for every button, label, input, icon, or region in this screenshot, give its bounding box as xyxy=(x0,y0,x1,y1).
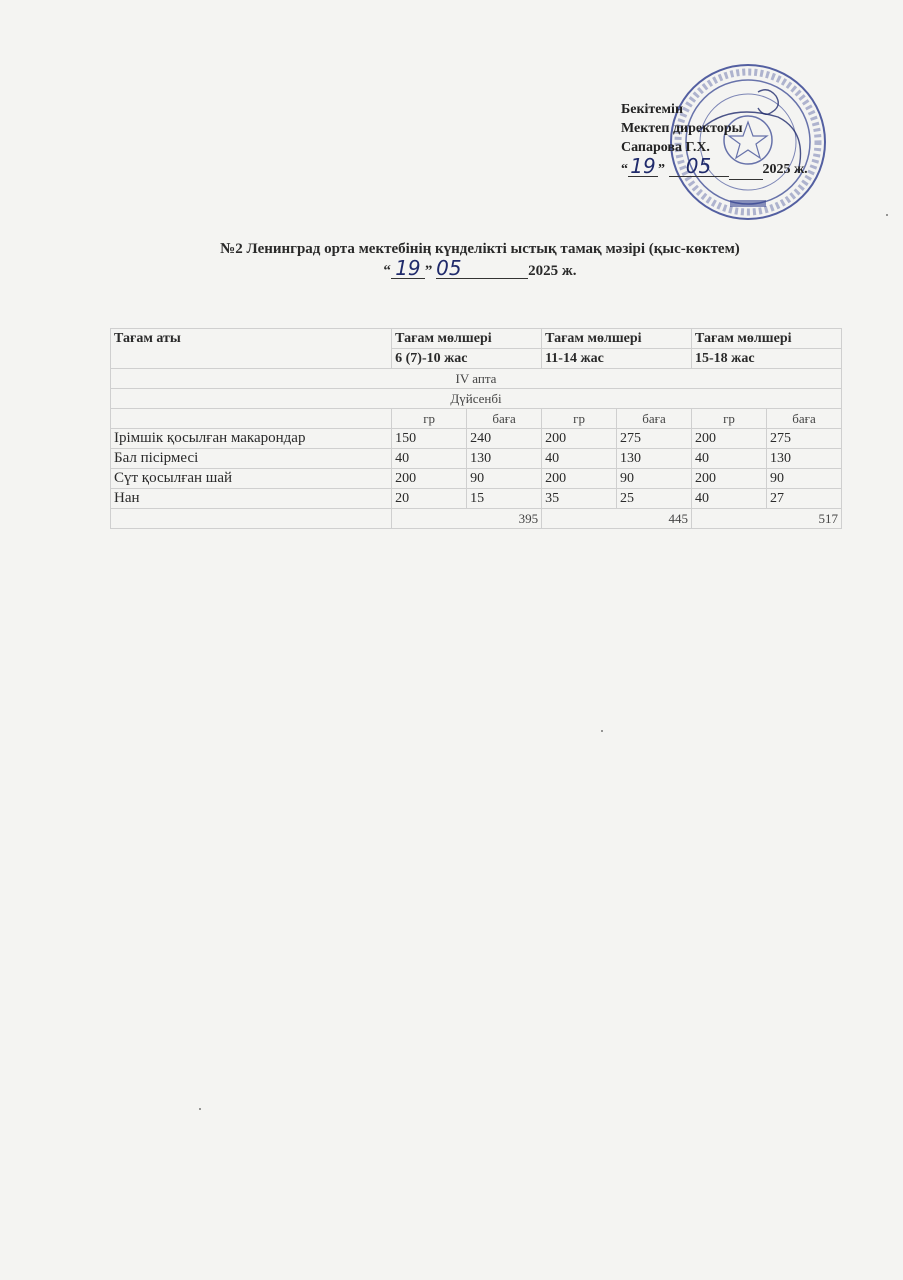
menu-table xyxy=(110,328,842,529)
dish-value: 130 xyxy=(617,449,692,469)
dish-value: 130 xyxy=(467,449,542,469)
table-row xyxy=(111,429,842,449)
unit-gr: гр xyxy=(542,409,617,429)
dish-value: 90 xyxy=(467,469,542,489)
dish-value: 20 xyxy=(392,489,467,509)
paper-speck xyxy=(199,1108,201,1110)
dish-value: 275 xyxy=(766,429,841,449)
table-row xyxy=(111,469,842,489)
dish-value: 130 xyxy=(766,449,841,469)
approval-year: 2025 ж. xyxy=(762,162,808,177)
table-row xyxy=(111,449,842,469)
unit-gr: гр xyxy=(392,409,467,429)
total-6-10: 395 xyxy=(392,509,542,529)
approval-day: 19 xyxy=(628,157,658,177)
dish-value: 200 xyxy=(542,429,617,449)
day-row xyxy=(111,389,842,409)
week-row xyxy=(111,369,842,389)
dish-value: 200 xyxy=(542,469,617,489)
dish-value: 275 xyxy=(617,429,692,449)
table-row xyxy=(111,489,842,509)
dish-value: 40 xyxy=(692,449,767,469)
header-age: 11-14 жас xyxy=(542,349,692,369)
total-15-18: 517 xyxy=(692,509,842,529)
totals-blank xyxy=(111,509,392,529)
dish-value: 200 xyxy=(692,429,767,449)
approval-signatory: Сапарова Г.Х. xyxy=(621,140,710,155)
dish-value: 240 xyxy=(467,429,542,449)
menu-date: “ 19 ” 05 2025 ж. xyxy=(383,256,577,280)
dish-value: 25 xyxy=(617,489,692,509)
header-age: 6 (7)-10 жас xyxy=(392,349,542,369)
menu-date-year: 2025 ж. xyxy=(528,263,577,279)
unit-blank xyxy=(111,409,392,429)
unit-price: баға xyxy=(617,409,692,429)
dish-value: 40 xyxy=(692,489,767,509)
dish-value: 40 xyxy=(392,449,467,469)
header-group-label: Тағам мөлшері xyxy=(392,329,542,349)
dish-value: 200 xyxy=(692,469,767,489)
day-label: Дүйсенбі xyxy=(111,389,842,409)
unit-gr: гр xyxy=(692,409,767,429)
total-11-14: 445 xyxy=(542,509,692,529)
dish-name: Сүт қосылған шай xyxy=(111,469,392,489)
dish-name: Ірімшік қосылған макарондар xyxy=(111,429,392,449)
dish-name: Нан xyxy=(111,489,392,509)
dish-name: Бал пісірмесі xyxy=(111,449,392,469)
approval-block xyxy=(621,100,808,180)
dish-value: 27 xyxy=(766,489,841,509)
dish-value: 35 xyxy=(542,489,617,509)
dish-value: 150 xyxy=(392,429,467,449)
unit-row xyxy=(111,409,842,429)
paper-speck xyxy=(886,214,888,216)
header-age: 15-18 жас xyxy=(692,349,842,369)
menu-date-month: 05 xyxy=(436,259,528,279)
dish-value: 200 xyxy=(392,469,467,489)
week-label: IV апта xyxy=(111,369,842,389)
totals-row xyxy=(111,509,842,529)
menu-title-text: №2 Ленинград орта мектебінің күнделікті ыстық тамақ мәзірі (қыс-көктем) xyxy=(220,241,740,257)
unit-price: баға xyxy=(467,409,542,429)
dish-value: 90 xyxy=(766,469,841,489)
header-group-label: Тағам мөлшері xyxy=(542,329,692,349)
paper-speck xyxy=(601,730,603,732)
menu-title xyxy=(100,240,860,281)
dish-value: 90 xyxy=(617,469,692,489)
table-header-row xyxy=(111,329,842,349)
approval-position: Мектеп директоры xyxy=(621,121,743,136)
dish-value: 15 xyxy=(467,489,542,509)
menu-date-day: 19 xyxy=(391,259,425,279)
header-dish-name: Тағам аты xyxy=(111,329,392,369)
dish-value: 40 xyxy=(542,449,617,469)
header-group-label: Тағам мөлшері xyxy=(692,329,842,349)
unit-price: баға xyxy=(766,409,841,429)
approval-month: 05 xyxy=(669,157,729,177)
approval-date: “ 19 ” 05 2025 ж. xyxy=(621,154,808,178)
approval-heading: Бекітемін xyxy=(621,102,684,117)
